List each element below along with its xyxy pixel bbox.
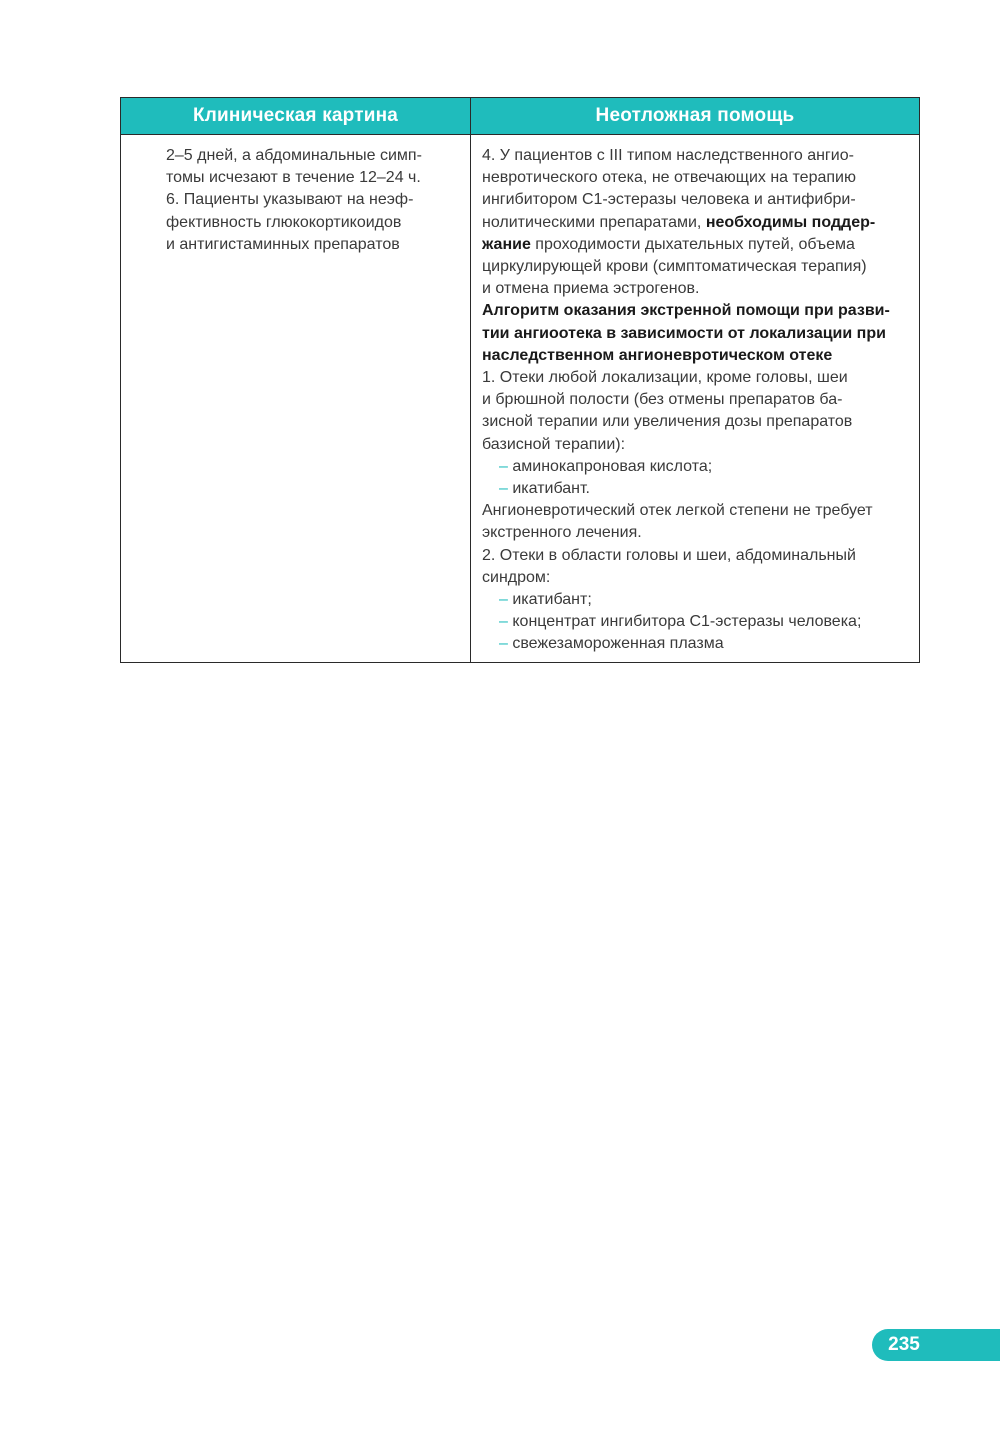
text-line: синдром: <box>482 568 551 586</box>
list-item-text: концентрат ингибитора С1-эстеразы человека; <box>512 613 862 631</box>
list-item <box>482 478 911 500</box>
clinical-table <box>120 97 920 663</box>
clinical-picture-cell <box>121 135 471 662</box>
text-line: невротического отека, не отвечающих на терапию <box>482 169 856 187</box>
list-item-text: свежезамороженная плазма <box>512 635 724 653</box>
text-line <box>482 212 911 234</box>
table-row <box>121 135 919 662</box>
algorithm-heading: Алгоритм оказания экстренной помощи при разви- <box>482 302 890 320</box>
table-header-row <box>121 98 919 135</box>
dash-bullet: – <box>499 591 508 609</box>
text-line: зисной терапии или увеличения дозы препаратов <box>482 413 853 431</box>
text-line: 2–5 дней, а абдоминальные симп- <box>166 147 422 164</box>
text-bold: жание <box>482 235 531 253</box>
text-line: 6. Пациенты указывают на неэф- <box>166 191 414 209</box>
text-line: 4. У пациентов с III типом наследственного ангио- <box>482 147 854 164</box>
page-number: 235 <box>888 1334 920 1355</box>
text-line: фективность глюкокортикоидов <box>166 213 402 231</box>
text-line: экстренного лечения. <box>482 524 642 542</box>
list-item <box>482 611 911 633</box>
list-item <box>482 633 911 655</box>
list-item <box>482 589 911 611</box>
list-item-text: аминокапроновая кислота; <box>512 457 713 475</box>
page-number-tab <box>872 1329 1000 1361</box>
dash-bullet: – <box>499 613 508 631</box>
text-line: Ангионевротический отек легкой степени не требует <box>482 502 873 520</box>
list-item-text: икатибант. <box>512 480 590 498</box>
text-line: и антигистаминных препаратов <box>166 235 400 253</box>
emergency-care-cell <box>471 135 919 662</box>
list-item <box>482 456 911 478</box>
dash-bullet: – <box>499 635 508 653</box>
list-item-text: икатибант; <box>512 591 592 609</box>
algorithm-heading: наследственном ангионевротическом отеке <box>482 346 833 364</box>
text-normal: нолитическими препаратами, <box>482 213 706 231</box>
text-line: базисной терапии): <box>482 435 626 453</box>
text-line: 2. Отеки в области головы и шеи, абдоминальный <box>482 546 856 564</box>
text-line: и брюшной полости (без отмены препаратов ба- <box>482 391 843 409</box>
text-line: ингибитором С1-эстеразы человека и антифибри- <box>482 191 856 209</box>
text-line <box>482 234 911 256</box>
text-line: и отмена приема эстрогенов. <box>482 280 700 298</box>
header-clinical-picture: Клиническая картина <box>121 98 471 134</box>
text-line: 1. Отеки любой локализации, кроме головы, шеи <box>482 369 848 387</box>
algorithm-heading: тии ангиоотека в зависимости от локализации при <box>482 324 886 342</box>
dash-bullet: – <box>499 457 508 475</box>
text-normal: проходимости дыхательных путей, объема <box>530 235 855 253</box>
text-line: циркулирующей крови (симптоматическая терапия) <box>482 258 867 276</box>
dash-bullet: – <box>499 480 508 498</box>
text-line: томы исчезают в течение 12–24 ч. <box>166 169 421 187</box>
header-emergency-care: Неотложная помощь <box>595 105 795 126</box>
text-bold: необходимы поддер- <box>705 213 876 231</box>
